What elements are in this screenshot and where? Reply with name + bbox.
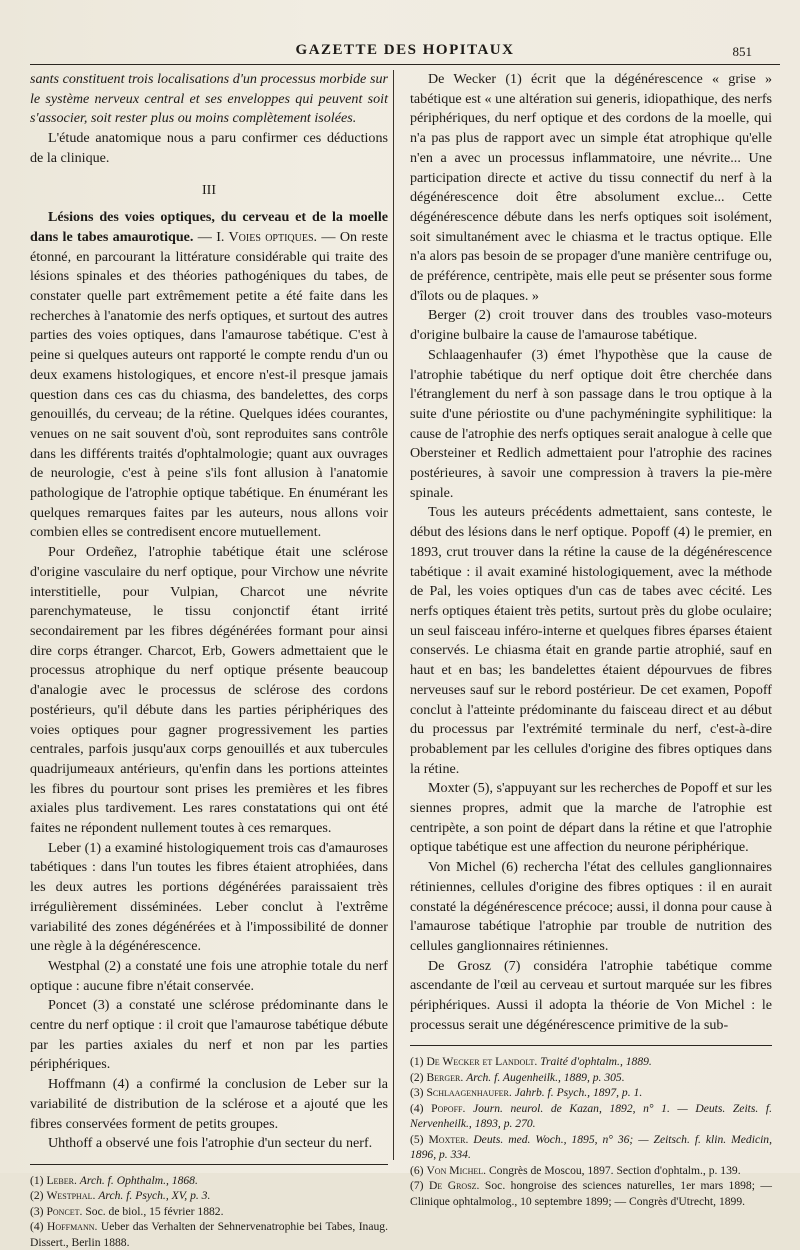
footnote (30, 1204, 388, 1220)
footnote-number: (1) (30, 1173, 44, 1187)
footnote-author: Hoffmann. (47, 1220, 98, 1234)
footnote (410, 1132, 772, 1163)
footnote-text: Arch. f. Ophthalm., 1868. (79, 1173, 198, 1187)
footnote (410, 1085, 772, 1101)
left-column (30, 70, 388, 1250)
footnote (410, 1178, 772, 1209)
footnote-author: Poncet. (46, 1204, 83, 1218)
footnote (30, 1173, 388, 1189)
paragraph-grosz: De Grosz (7) considéra l'atrophie tabétique comme ascendante de l'œil au cerveau et surtout marquée sur les fibres périphériques. Aussi il adopta la théorie de Von Michel : le processus serait une dégénérescence primitive de la sub- (410, 957, 772, 1033)
footnote-number: (7) (410, 1179, 424, 1193)
paragraph-leber: Leber (1) a examiné histologiquement trois cas d'amauroses tabétiques : dans l'un toutes les fibres étaient atrophiées, dans les deux autres les portions dégénérées paraissaient très irrégulièrement disséminées. Leber conclut à l'extrême variabilité des zones dégénérées et à l'impossibilité de donner une règle à la dégénérescence. (30, 839, 388, 955)
footnote-number: (6) (410, 1163, 424, 1177)
section-heading: Lésions des voies optiques, du cerveau et de la moelle dans le tabes amaurotique. (30, 209, 388, 245)
paragraph-lesions (30, 208, 388, 543)
footnote-text: Arch. f. Augenheilk., 1889, p. 305. (466, 1070, 625, 1084)
paragraph-intro (30, 70, 388, 129)
footnote-author: Von Michel. (426, 1163, 487, 1177)
footnote (30, 1219, 388, 1250)
footnote-text: Ueber das Verhalten der Sehnervenatrophie bei Tabes, Inaug. Dissert., Berlin 1888. (30, 1220, 388, 1249)
footnote-number: (2) (410, 1070, 424, 1084)
footnote-divider (30, 1164, 388, 1165)
footnote-text: Congrès de Moscou, 1897. Section d'ophtalm., p. 139. (488, 1163, 741, 1177)
subsection-label: — I. Voies optiques. — (197, 228, 336, 245)
footnote-text: Soc. hongroise des sciences naturelles, 1er mars 1898; — Clinique ophtalmolog., 10 septembre 1899; — Congrès d'Utrecht, 1899. (410, 1179, 772, 1208)
footnote (410, 1054, 772, 1070)
section-numeral: III (202, 182, 216, 198)
footnote-text: Journ. neurol. de Kazan, 1892, n° 1. — Deuts. Zeits. f. Nervenheilk., 1893, p. 270. (410, 1101, 772, 1131)
journal-title: GAZETTE DES HOPITAUX (295, 42, 515, 58)
paragraph-clinique: L'étude anatomique nous a paru confirmer ces déductions de la clinique. (30, 130, 388, 166)
paragraph-uhthoff: Uhthoff a observé une fois l'atrophie d'un secteur du nerf. (48, 1135, 373, 1152)
intro-text: sants constituent trois localisations d'un processus morbide sur le système nerveux central et ses enveloppes qui peuvent soit s'associer, soit rester plus ou moins complètement isolées. (30, 71, 388, 127)
footnote (30, 1188, 388, 1204)
footnote-number: (5) (410, 1132, 424, 1146)
footnote-text: Deuts. med. Woch., 1895, n° 36; — Zeitsch. f. klin. Medicin, 1896, p. 334. (410, 1132, 773, 1162)
footnote-text: Jahrb. f. Psych., 1897, p. 1. (514, 1086, 643, 1100)
paragraph-berger: Berger (2) croit trouver dans des troubles vaso-moteurs d'origine bulbaire la cause de l'amaurose tabétique. (410, 307, 772, 344)
footnote (410, 1101, 772, 1132)
lesions-text: On reste étonné, en parcourant la littérature considérable qui traite des lésions spinales et des théories pathogéniques du tabes, de constater quelle part extrêmement petite a été faite dans les recherches à l'anatomie des nerfs optiques, et surtout des autres parties des voies optiques, dans l'amaurose tabétique. C'est à peine si quelques auteurs ont rapporté le compte rendu d'un ou deux examens histologiques, et encore n'est-il presque jamais question dans ces cas du chiasma, des bandelettes, des corps genouillés, du cerveau; de la rétine. Quelques idées courantes, venues on ne sait souvent d'où, sont reproduites sans contrôle dans les différents traités d'ophtalmologie; quant aux ouvrages de neurologie, c'est à peine s'ils font allusion à l'anatomie pathologique de l'atrophie optique tabétique. En énumérant les quelques remarques faites par les auteurs, nous allons voir combien elles se contredisent encore mutuellement. (30, 228, 388, 541)
footnote-text: Soc. de biol., 15 février 1882. (85, 1204, 224, 1218)
paragraph-moxter: Moxter (5), s'appuyant sur les recherches de Popoff et sur les siennes propres, admit que la marche de l'atrophie est centripète, a son point de départ dans la rétine et que l'atrophie optique tabétique est une affection du neurone périphérique. (410, 780, 772, 856)
footnote-author: Moxter. (428, 1132, 469, 1146)
paragraph-michel: Von Michel (6) rechercha l'état des cellules ganglionnaires rétiniennes, cellules d'origine des fibres optiques : il en aurait constaté la dégénérescence précoce; aussi, il donna pour cause à l'amaurose tabétique l'atrophie par trouble de nutrition des cellules ganglionnaires rétiniennes. (410, 859, 772, 954)
footnote-number: (2) (30, 1189, 44, 1203)
paragraph-wecker: De Wecker (1) écrit que la dégénérescence « grise » tabétique est « une altération sui generis, idiopathique, des nerfs périphériques, du nerf optique et des cordons de la moelle, qui n'a pas plus de rapport avec un simple état atrophique qu'elle n'en a avec un processus inflammatoire, une névrite... Une participation directe et active du tissu connectif du nerf à la dégénérescence doit être absolument exclue... Cette dégénérescence débute dans les nerfs optiques soit isolément, soit simultanément avec le chiasma et le tractus optique. Elle n'a alors pas besoin de se propager d'une manière centrifuge ou, de préférence, centripète, mais elle peut se présenter sous forme d'îlots ou de plaques. » (410, 71, 772, 304)
footnotes-left (30, 1173, 388, 1250)
footnote-text: Arch. f. Psych., XV, p. 3. (98, 1189, 211, 1203)
footnote-author: De Wecker et Landolt. (426, 1055, 538, 1069)
page-number: 851 (732, 44, 752, 59)
paragraph-ordenez: Pour Ordeñez, l'atrophie tabétique était une sclérose d'origine vasculaire du nerf optique, pour Virchow une névrite interstitielle, pour Vulpian, Charcot une névrite parenchymateuse, le tissu conjonctif étant irrité secondairement par les fibres dégénérées formant pour ainsi dire corps étranger. Charcot, Erb, Gowers admettaient que le processus atrophique du nerf optique présente beaucoup d'analogie avec le processus de sclérose des cordons postérieurs, qu'il débute dans les parties périphériques des voies optiques pour gagner progressivement les parties centrales, parfois jusqu'aux corps genouillés et aux tubercules quadrijumeaux antérieurs, qu'enfin dans les portions atteintes les fibres du pourtour sont prises les premières et les fibres axiales plus tardivement. Les rares constatations qui ont été faites ne répondent nullement toutes à ces remarques. (30, 544, 388, 837)
footnote-text: Traité d'ophtalm., 1889. (540, 1055, 652, 1069)
page-header (30, 38, 780, 65)
paragraph-popoff: Tous les auteurs précédents admettaient, sans conteste, le début des lésions dans le nerf optique. Popoff (4) le premier, en 1893, crut trouver dans la rétine la cause de la dégénérescence tabétique : il avait examiné histologiquement, avec la méthode de Pal, les voies optiques d'un cas de tabes avec cécité. Les nerfs optiques étaient très petits, surtout près du globe oculaire; un seul faisceau inféro-interne et quelques fibres éparses étaient conservés. Le chiasma était en grande partie atrophié, sauf en haut et en bas; les bandelettes étaient dépourvues de fibres nerveuses sauf sur le rebord postérieur. De cet examen, Popoff conclut à l'atteinte prédominante du faisceau direct et au début du processus par l'extrémité terminale du nerf, c'est-à-dire probablement par les cellules d'origine des fibres optiques dans la rétine. (410, 504, 772, 777)
footnote-number: (3) (30, 1204, 44, 1218)
paragraph-poncet: Poncet (3) a constaté une sclérose prédominante dans le centre du nerf optique : il croit que l'amaurose tabétique débute par les parties axiales du nerf et non par les parties périphériques. (30, 997, 388, 1073)
footnote-number: (1) (410, 1055, 424, 1069)
footnote-author: Popoff. (431, 1101, 466, 1115)
paragraph-schlaagenhaufer: Schlaagenhaufer (3) émet l'hypothèse que la cause de l'atrophie tabétique du nerf optique doit être cherchée dans l'étranglement du nerf à son passage dans le trou optique à la suite d'une périostite ou d'une pachyméningite syphilitique: la cause de l'atrophie des nerfs optiques serait analogue à celle que Obersteiner et Redlich admettaient pour l'atrophie des racines postérieures, à savoir une compression à travers la pie-mère spinale. (410, 346, 772, 501)
footnote (410, 1070, 772, 1086)
paragraph-westphal: Westphal (2) a constaté une fois une atrophie totale du nerf optique : aucune fibre n'était conservée. (30, 957, 388, 994)
footnotes-right (410, 1054, 772, 1209)
footnote-number: (4) (410, 1101, 424, 1115)
footnote-author: Berger. (426, 1070, 464, 1084)
footnote-author: Schlaagenhaufer. (426, 1086, 512, 1100)
footnote-number: (4) (30, 1220, 44, 1234)
paragraph-hoffmann: Hoffmann (4) a confirmé la conclusion de Leber sur la variabilité de distribution de la sclérose et a ajouté que les fibres conservées forment de petits groupes. (30, 1076, 388, 1132)
footnote-author: Leber. (46, 1173, 77, 1187)
column-divider (393, 70, 394, 1160)
right-column (410, 70, 772, 1209)
footnote-number: (3) (410, 1086, 424, 1100)
footnote-author: Westphal. (46, 1189, 96, 1203)
footnote-author: De Grosz. (429, 1179, 480, 1193)
footnote-divider (410, 1045, 772, 1046)
footnote (410, 1163, 772, 1179)
